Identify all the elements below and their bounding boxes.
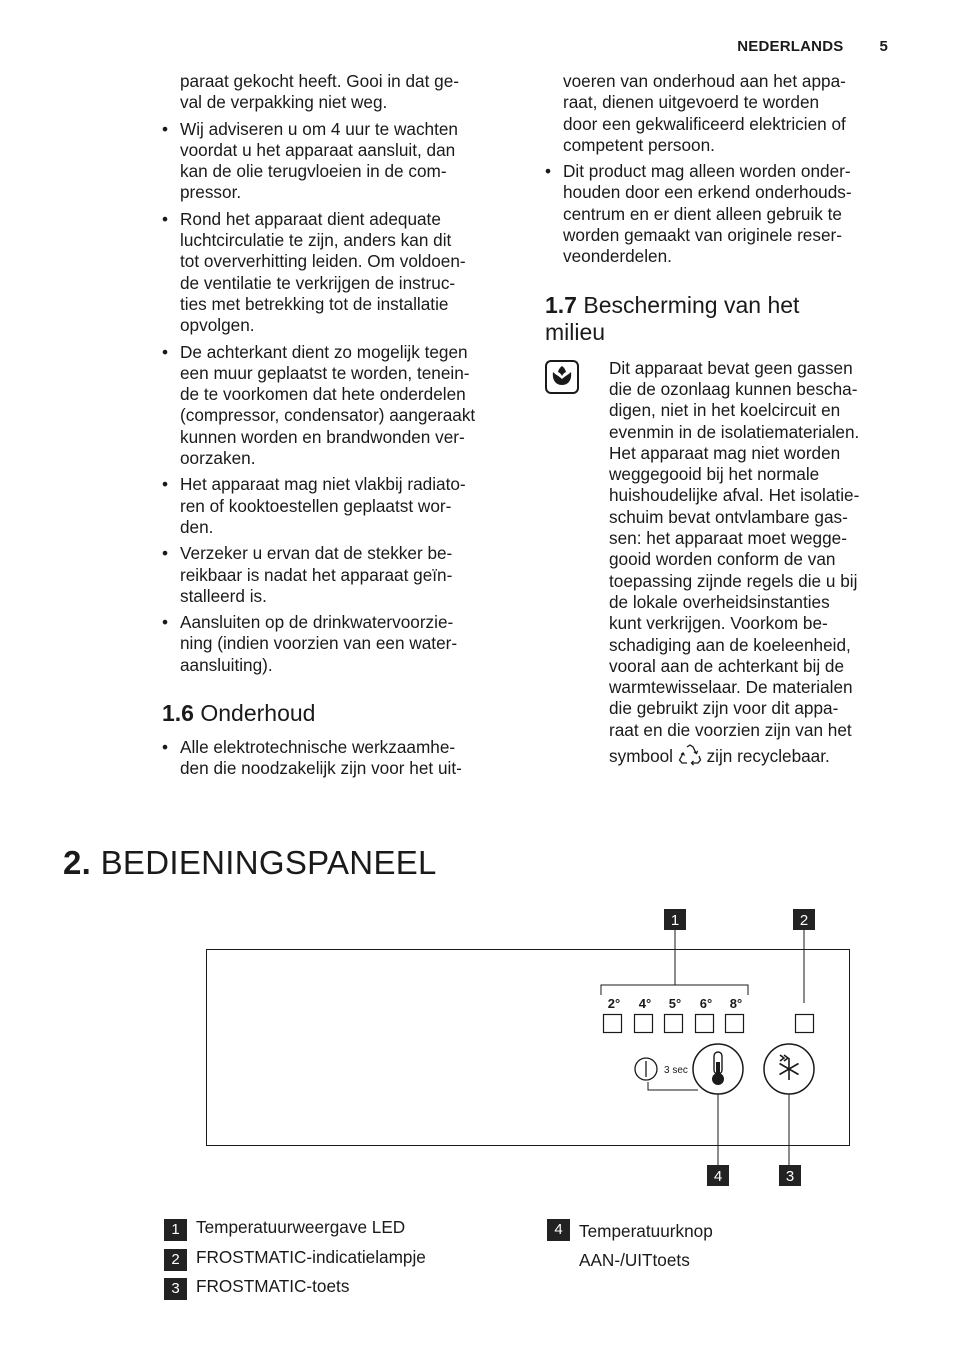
temp-led-5 [665,1015,683,1033]
environment-icon [545,360,579,394]
temp-label-2: 2° [607,996,621,1011]
legend-badge-1: 1 [164,1219,187,1241]
panel-frame [207,950,850,1146]
legend-text-1: Temperatuurweergave LED [196,1217,406,1237]
temp-label-5: 5° [668,996,682,1011]
bullet-wait-4-hours: • Wij adviseren u om 4 uur te wachten voordat u het apparaat aansluit, dan kan de olie terugvloeien in de com- pressor. [162,119,514,204]
svg-text:4: 4 [713,1168,723,1185]
callout-4 [707,1165,729,1186]
bullet-air-circulation: • Rond het apparaat dient adequate luchtcirculatie te zijn, anders kan dit tot oververhitting leiden. Om voldoen- de ventilatie te verkrijgen de instruc- ties met betrekking tot de installatie opvolgen. [162,209,514,337]
bullet-water-connection: • Aansluiten op de drinkwatervoorzie- ning (indien voorzien van een water- aansluiting). [162,612,514,676]
legend-badge-3: 3 [164,1278,187,1300]
temp-led-8 [726,1015,744,1033]
control-panel-diagram [0,900,954,1200]
temp-label-8: 8° [729,996,743,1011]
leader-1 [601,930,748,995]
left-intro: paraat gekocht heeft. Gooi in dat ge- val de verpakking niet weg. [180,71,460,113]
bullet-authorized-service: • Dit product mag alleen worden onder- houden door een erkend onderhouds- centrum en er dient alleen gebruik te worden gemaakt van originele reser- veonderdelen. [545,161,897,267]
legend-badge-4: 4 [547,1219,570,1241]
temperature-button[interactable] [693,1044,743,1094]
bullet-not-near-radiators: • Het apparaat mag niet vlakbij radiato- ren of kooktoestellen geplaatst wor- den. [162,474,514,538]
svg-text:2: 2 [799,912,809,929]
temp-led-4 [635,1015,653,1033]
power-icon [635,1058,657,1080]
callout-2 [793,909,815,930]
section-1-6-heading: 1.6 Onderhoud [162,700,316,727]
callout-1 [664,909,686,930]
bullet-plug-accessible: • Verzeker u ervan dat de stekker be- reikbaar is nadat het apparaat geïn- stalleerd is. [162,543,514,607]
page-header [737,38,888,55]
svg-text:3: 3 [785,1168,795,1185]
right-intro: voeren van onderhoud aan het appa- raat, dienen uitgevoerd te worden door een gekwalificeerd elektricien of competent persoon. [563,71,846,155]
legend-text-3: FROSTMATIC-toets [196,1276,350,1296]
bullet-back-against-wall: • De achterkant dient zo mogelijk tegen een muur geplaatst te worden, tenein- de te voorkomen dat hete onderdelen (compressor, condensator) aangeraakt kunnen worden en brandwonden ver- oorzaken. [162,342,514,470]
chapter-heading: 2. BEDIENINGSPANEEL [63,844,437,881]
temp-label-4: 4° [638,996,652,1011]
recycle-icon [678,744,702,766]
temp-label-6: 6° [699,996,713,1011]
frostmatic-button[interactable] [764,1044,814,1094]
page-number: 5 [879,38,888,55]
section-1-7-heading: 1.7 Bescherming van het milieu [545,291,800,345]
hold-3-sec-label: 3 sec [664,1065,688,1076]
left-column [162,71,514,785]
svg-text:1: 1 [670,912,680,929]
right-column [545,71,897,767]
callout-3 [779,1165,801,1186]
temp-led-6 [696,1015,714,1033]
bullet-maintenance: • Alle elektrotechnische werkzaamhe- den die noodzakelijk zijn voor het uit- [162,737,514,780]
legend-badge-2: 2 [164,1249,187,1271]
temp-led-2 [604,1015,622,1033]
legend-text-2: FROSTMATIC-indicatielampje [196,1246,426,1267]
language-label: NEDERLANDS [737,38,844,55]
hold-bracket [648,1082,698,1090]
frostmatic-led [796,1015,814,1033]
legend-text-4: Temperatuurknop AAN-/UITtoets [579,1221,713,1270]
environment-paragraph: Dit apparaat bevat geen gassen die de ozonlaag kunnen bescha- digen, niet in het koelcircuit en evenmin in de isolatiematerialen. Het apparaat mag niet worden weggegooid bij het normale huishoudelijke afval. Het isolatie- schuim bevat ontvlambare gas- sen: het apparaat moet wegge- gooid worden conform de van toepassing zijnde regels die u bij de lokale overheidsinstanties kunt verkrijgen. Voorkom be- schadiging aan de koeleenheid, vooral aan de achterkant bij de warmtewisselaar. De materialen die gebruikt zijn voor dit appa- raat en die voorzien zijn van het symbool zijn recyclebaar. [545,358,897,768]
